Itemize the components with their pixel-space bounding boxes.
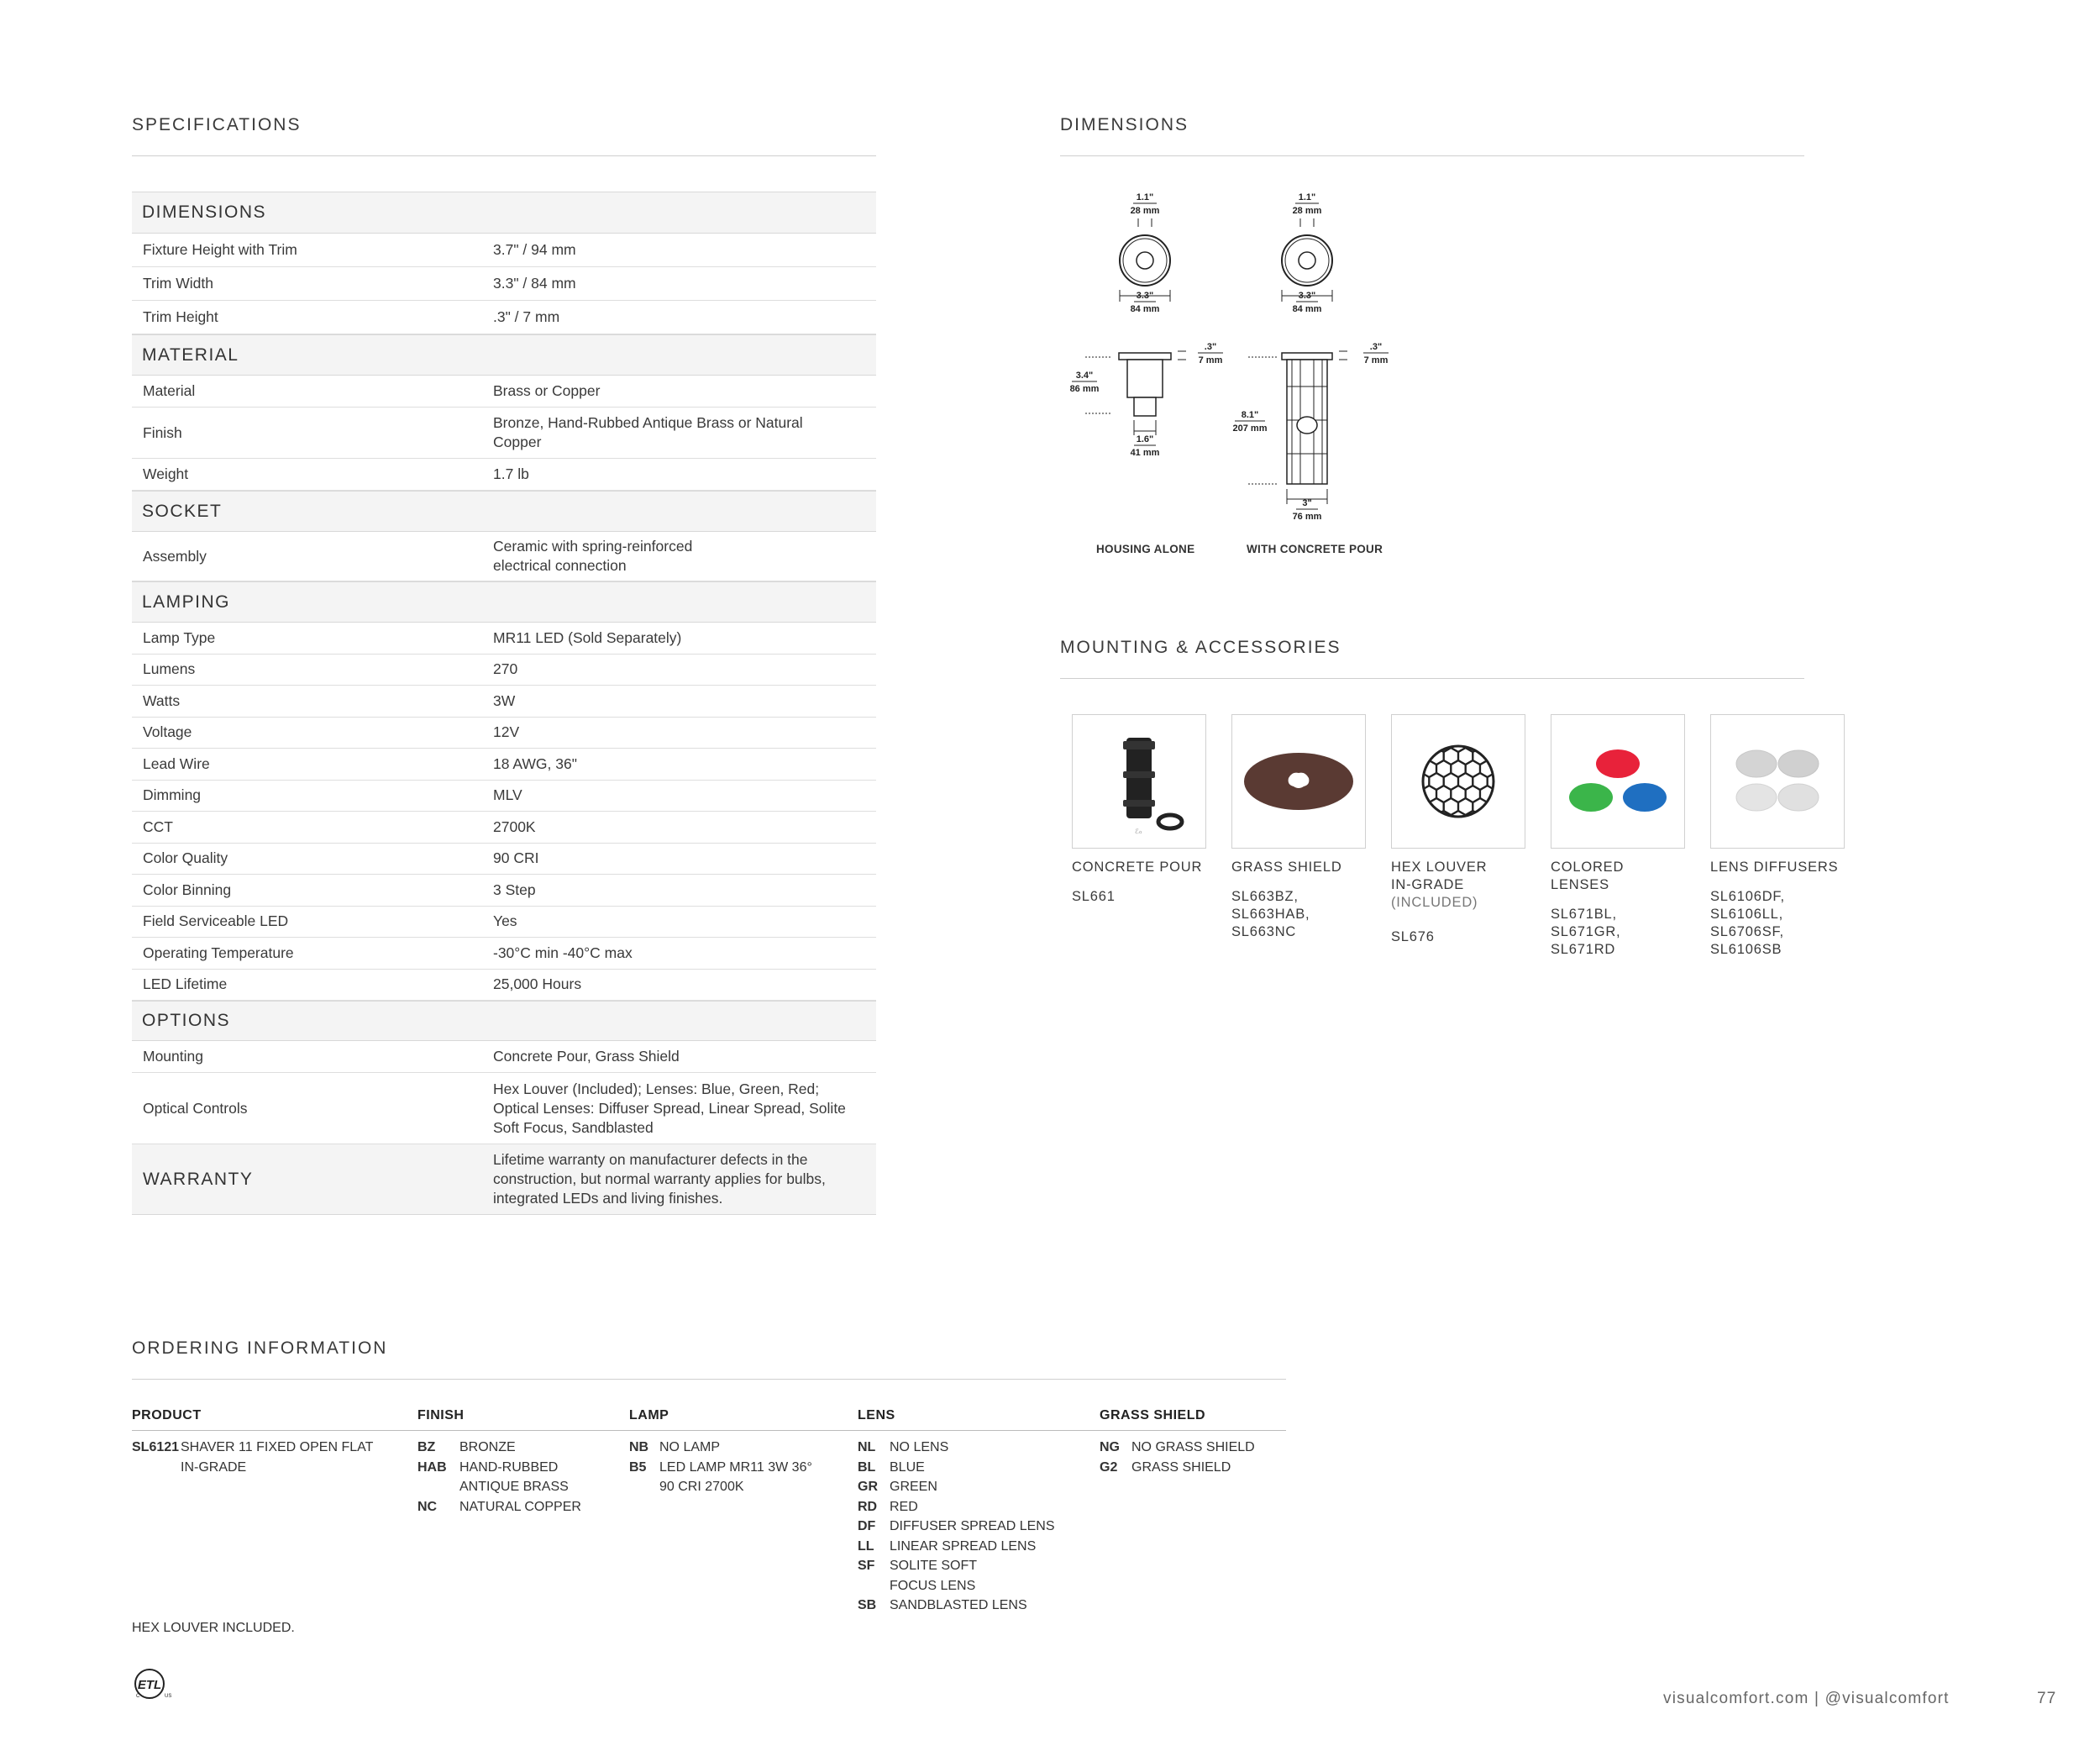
option-code: BZ	[417, 1440, 436, 1454]
concrete-width-label: 3.3"	[1298, 291, 1316, 301]
ordering-option	[858, 1438, 1093, 1458]
ordering-option	[858, 1596, 1093, 1616]
spec-label: Lumens	[143, 660, 196, 678]
housing-width-mm: 84 mm	[1130, 304, 1160, 314]
spec-row	[132, 686, 876, 718]
spec-value: 12V	[493, 723, 520, 741]
svg-text:US: US	[165, 1694, 172, 1699]
option-code: B5	[629, 1459, 647, 1475]
ordering-rule	[132, 1379, 1286, 1380]
spec-row	[132, 875, 876, 907]
accessory-colored-lenses	[1551, 714, 1687, 959]
spec-row	[132, 938, 876, 970]
accessory-concrete-pour	[1072, 714, 1208, 906]
spec-table	[132, 192, 876, 1215]
option-text: LED LAMP MR11 3W 36° 90 CRI 2700K	[659, 1459, 812, 1494]
spec-group-header: OPTIONS	[132, 1001, 876, 1041]
concrete-base-label: 3"	[1302, 498, 1312, 508]
spec-value: MR11 LED (Sold Separately)	[493, 628, 682, 646]
dimensions-rule	[1060, 155, 1804, 156]
spec-row	[132, 234, 876, 267]
option-text: GREEN	[890, 1480, 937, 1494]
spec-label: Color Binning	[143, 881, 232, 898]
option-code: GR	[858, 1480, 878, 1494]
spec-row	[132, 812, 876, 844]
spec-label: Lamp Type	[143, 628, 216, 646]
spec-value: Bronze, Hand-Rubbed Antique Brass or Natural Copper	[493, 414, 803, 450]
spec-value: -30°C min -40°C max	[493, 944, 633, 961]
spec-value: 3 Step	[493, 881, 536, 898]
spec-label: Finish	[143, 423, 182, 441]
spec-value: Yes	[493, 912, 517, 930]
spec-row	[132, 408, 876, 459]
option-text: NO LENS	[890, 1440, 949, 1454]
option-code: DF	[858, 1519, 876, 1533]
option-code: SL6121	[132, 1440, 180, 1454]
option-text: BRONZE	[459, 1440, 516, 1454]
spec-value: Hex Louver (Included); Lenses: Blue, Green, Red; Optical Lenses: Diffuser Spread, Linear Spread, Solite Soft Focus, Sandblasted	[493, 1080, 846, 1136]
option-text: BLUE	[890, 1459, 925, 1475]
accessory-name: CONCRETE POUR	[1072, 860, 1203, 875]
spec-row	[132, 718, 876, 749]
housing-trim-mm: 7 mm	[1198, 355, 1223, 365]
spec-row	[132, 267, 876, 301]
concrete-pour-image	[1072, 714, 1206, 849]
ordering-product-list	[132, 1438, 401, 1477]
housing-trim-label: .3"	[1204, 342, 1217, 352]
hex-louver-image	[1391, 714, 1525, 849]
accessory-codes: SL671BL, SL671GR, SL671RD	[1551, 907, 1621, 957]
etl-logo	[133, 1667, 180, 1705]
spec-value: Ceramic with spring-reinforced electrical connection	[493, 538, 693, 574]
spec-group-header: SOCKET	[132, 491, 876, 532]
accessory-codes: SL663BZ, SL663HAB, SL663NC	[1231, 889, 1310, 939]
spec-row	[132, 376, 876, 408]
spec-value: MLV	[493, 786, 522, 804]
housing-base-label: 1.6"	[1136, 434, 1154, 444]
accessory-codes: SL661	[1072, 889, 1116, 904]
warranty-text: Lifetime warranty on manufacturer defects in the construction, but normal warranty applies for bulbs, integrated LEDs and living finishes.	[493, 1151, 826, 1207]
option-text: LINEAR SPREAD LENS	[890, 1538, 1037, 1554]
spec-label: Field Serviceable LED	[143, 912, 289, 930]
ordering-header-lamp: LAMP	[629, 1408, 669, 1422]
grass-shield-image	[1231, 714, 1366, 849]
spec-value: 3.7" / 94 mm	[493, 241, 576, 258]
warranty-row	[132, 1144, 876, 1215]
option-text: DIFFUSER SPREAD LENS	[890, 1519, 1055, 1533]
spec-label: Trim Width	[143, 275, 213, 292]
spec-row	[132, 301, 876, 334]
ordering-option	[629, 1438, 848, 1458]
concrete-trim-label: .3"	[1369, 342, 1383, 352]
accessory-codes: SL6106DF, SL6106LL, SL6706SF, SL6106SB	[1710, 889, 1785, 957]
spec-label: LED Lifetime	[143, 975, 228, 993]
ordering-option	[858, 1458, 1093, 1478]
spec-row	[132, 1073, 876, 1144]
spec-row	[132, 970, 876, 1002]
spec-label: CCT	[143, 818, 173, 835]
spec-label: Optical Controls	[143, 1099, 248, 1117]
lens-diffusers-image	[1710, 714, 1845, 849]
ordering-header-row	[132, 1408, 1286, 1431]
spec-label: Watts	[143, 691, 181, 709]
spec-label: Voltage	[143, 723, 192, 741]
concrete-width-mm: 84 mm	[1292, 304, 1322, 314]
spec-value: Brass or Copper	[493, 382, 601, 399]
concrete-height-label: 8.1"	[1241, 410, 1259, 420]
ordering-option	[629, 1458, 848, 1497]
housing-width-label: 3.3"	[1136, 291, 1154, 301]
spec-value: 3.3" / 84 mm	[493, 275, 576, 292]
option-text: NO GRASS SHIELD	[1131, 1440, 1255, 1454]
spec-value: 3W	[493, 691, 516, 709]
option-code: G2	[1100, 1459, 1118, 1475]
ordering-option	[417, 1438, 619, 1458]
option-code: RD	[858, 1499, 878, 1514]
ordering-header-product: PRODUCT	[132, 1408, 202, 1422]
ordering-footnote: HEX LOUVER INCLUDED.	[132, 1621, 295, 1635]
spec-label: Operating Temperature	[143, 944, 294, 961]
option-text: HAND-RUBBED ANTIQUE BRASS	[459, 1459, 569, 1494]
spec-value: 2700K	[493, 818, 536, 835]
option-text: NO LAMP	[659, 1440, 721, 1454]
concrete-base-mm: 76 mm	[1292, 512, 1322, 522]
option-text: RED	[890, 1499, 918, 1514]
spec-label: Material	[143, 382, 196, 399]
option-code: LL	[858, 1538, 874, 1554]
option-text: SOLITE SOFT FOCUS LENS	[890, 1559, 977, 1593]
ordering-header-lens: LENS	[858, 1408, 895, 1422]
spec-group-header: LAMPING	[132, 581, 876, 623]
spec-row	[132, 781, 876, 812]
ordering-option	[132, 1438, 401, 1477]
ordering-grass-shield-list	[1100, 1438, 1301, 1477]
ordering-option	[858, 1556, 1093, 1596]
spec-value: .3" / 7 mm	[493, 308, 560, 325]
spec-group-header: DIMENSIONS	[132, 192, 876, 234]
housing-top-view	[1120, 192, 1170, 314]
accessory-name: LENS DIFFUSERS	[1710, 860, 1839, 875]
spec-value: 1.7 lb	[493, 465, 529, 482]
option-code: NB	[629, 1440, 649, 1454]
ordering-lamp-list	[629, 1438, 848, 1497]
accessory-name: COLORED LENSES	[1551, 860, 1625, 892]
accessory-codes: SL676	[1391, 929, 1435, 944]
housing-height-label: 3.4"	[1075, 371, 1094, 381]
option-text: GRASS SHIELD	[1131, 1459, 1231, 1475]
ordering-option	[1100, 1458, 1301, 1478]
ordering-option	[417, 1458, 619, 1497]
spec-label: Weight	[143, 465, 189, 482]
option-code: NL	[858, 1440, 876, 1454]
ordering-title: ORDERING INFORMATION	[132, 1338, 388, 1358]
ordering-option	[858, 1497, 1093, 1517]
housing-base-mm: 41 mm	[1130, 448, 1160, 458]
ordering-header-grass-shield: GRASS SHIELD	[1100, 1408, 1206, 1422]
mounting-rule	[1060, 678, 1804, 679]
footer-site: visualcomfort.com | @visualcomfort	[1663, 1690, 1950, 1707]
spec-row	[132, 532, 876, 581]
accessory-hex-louver	[1391, 714, 1527, 946]
ordering-lens-list	[858, 1438, 1093, 1616]
housing-top-inner-mm: 28 mm	[1130, 206, 1160, 216]
option-code: BL	[858, 1459, 876, 1475]
option-code: NC	[417, 1499, 438, 1514]
concrete-top-view	[1282, 192, 1332, 314]
concrete-trim-mm: 7 mm	[1363, 355, 1389, 365]
mounting-title: MOUNTING & ACCESSORIES	[1060, 638, 1341, 657]
housing-caption: HOUSING ALONE	[1096, 543, 1195, 555]
spec-row	[132, 844, 876, 876]
spec-row	[132, 655, 876, 686]
ordering-option	[858, 1537, 1093, 1557]
spec-label: Lead Wire	[143, 755, 210, 772]
spec-group-header: MATERIAL	[132, 334, 876, 376]
concrete-caption: WITH CONCRETE POUR	[1247, 543, 1383, 555]
spec-label: Assembly	[143, 547, 207, 565]
option-code: SB	[858, 1598, 877, 1612]
accessory-name: GRASS SHIELD	[1231, 860, 1342, 875]
spec-row	[132, 907, 876, 939]
page-number: 77	[2037, 1690, 2057, 1707]
spec-row	[132, 749, 876, 781]
accessory-lens-diffusers	[1710, 714, 1846, 959]
spec-value: Concrete Pour, Grass Shield	[493, 1048, 680, 1065]
housing-height-mm: 86 mm	[1069, 384, 1100, 394]
spec-label: Mounting	[143, 1048, 203, 1065]
dimensions-title: DIMENSIONS	[1060, 115, 1189, 134]
ordering-option	[858, 1517, 1093, 1537]
specifications-rule	[132, 155, 876, 156]
option-code: SF	[858, 1559, 875, 1573]
option-text: NATURAL COPPER	[459, 1499, 581, 1514]
option-text: SANDBLASTED LENS	[890, 1598, 1027, 1612]
spec-value: 25,000 Hours	[493, 975, 582, 993]
concrete-top-inner-mm: 28 mm	[1292, 206, 1322, 216]
svg-text:ETL: ETL	[137, 1678, 162, 1692]
colored-lenses-image	[1551, 714, 1685, 849]
accessory-name: HEX LOUVER IN-GRADE	[1391, 860, 1488, 892]
ordering-finish-list	[417, 1438, 619, 1517]
housing-top-inner-label: 1.1"	[1136, 192, 1154, 202]
spec-label: Dimming	[143, 786, 202, 804]
ordering-option	[1100, 1438, 1301, 1458]
ordering-option	[858, 1477, 1093, 1497]
spec-label: Trim Height	[143, 308, 218, 325]
concrete-height-mm: 207 mm	[1232, 423, 1268, 434]
svg-text:ℰℴ: ℰℴ	[1135, 828, 1142, 835]
spec-value: 90 CRI	[493, 849, 539, 867]
spec-value: 18 AWG, 36"	[493, 755, 577, 772]
dimension-drawings	[1060, 176, 1430, 571]
spec-label: Fixture Height with Trim	[143, 241, 297, 258]
ordering-option	[417, 1497, 619, 1517]
ordering-header-finish: FINISH	[417, 1408, 465, 1422]
option-code: NG	[1100, 1440, 1120, 1454]
spec-value: 270	[493, 660, 518, 678]
concrete-side-view	[1233, 342, 1389, 522]
accessory-grass-shield	[1231, 714, 1368, 941]
spec-row	[132, 623, 876, 655]
warranty-label: WARRANTY	[143, 1169, 254, 1189]
spec-label: Color Quality	[143, 849, 228, 867]
accessory-note: (INCLUDED)	[1391, 895, 1478, 910]
spec-row	[132, 459, 876, 491]
svg-text:C: C	[136, 1694, 140, 1699]
concrete-top-inner-label: 1.1"	[1298, 192, 1316, 202]
specifications-title: SPECIFICATIONS	[132, 115, 302, 134]
housing-side-view	[1070, 342, 1223, 458]
spec-row	[132, 1041, 876, 1073]
option-code: HAB	[417, 1459, 447, 1475]
option-text: SHAVER 11 FIXED OPEN FLAT IN-GRADE	[181, 1440, 374, 1475]
